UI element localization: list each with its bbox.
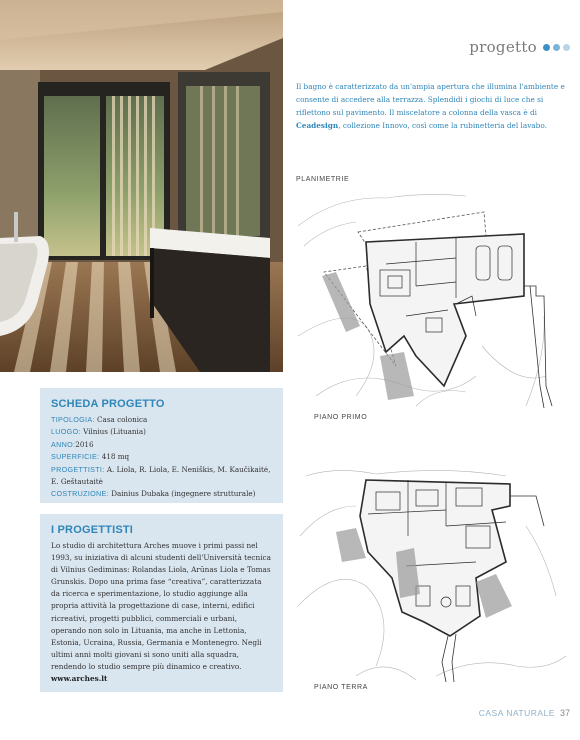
spec-value: Vilnius (Lituania) xyxy=(83,427,146,437)
spec-row-typology xyxy=(51,414,272,426)
spec-key: COSTRUZIONE: xyxy=(51,489,109,499)
page-number: 37 xyxy=(559,708,570,718)
spec-key: LUOGO: xyxy=(51,427,81,437)
plans-section-title: PLANIMETRIE xyxy=(296,176,350,183)
page-footer xyxy=(452,706,570,720)
caption-text: Il bagno è caratterizzato da un'ampia apertura che illumina l'ambiente e consente di accedere alla terrazza. Splendidi i giochi di luce che si riflettono sul pavimento. Il miscelatore a colonna della vasca è di xyxy=(296,82,565,117)
photo-caption xyxy=(296,80,566,132)
section-label: progetto xyxy=(469,38,537,56)
section-dots xyxy=(543,44,570,51)
spec-value: 418 mq xyxy=(101,452,130,462)
spec-row-construction xyxy=(51,488,272,500)
magazine-name: CASA NATURALE xyxy=(478,708,555,718)
project-sheet-box xyxy=(40,388,283,503)
spec-value: Dainius Dubaka (ingegnere strutturale) xyxy=(111,489,256,499)
upper-plan-label: PIANO PRIMO xyxy=(314,414,368,421)
dot-icon xyxy=(553,44,560,51)
upper-floor-plan xyxy=(296,186,572,412)
designers-text xyxy=(51,540,272,685)
designers-website-link[interactable]: www.arches.lt xyxy=(51,674,108,684)
terrain-line xyxy=(298,194,466,226)
bathroom-photo-illustration xyxy=(0,0,283,372)
project-sheet-title: SCHEDA PROGETTO xyxy=(51,398,165,410)
spec-row-surface xyxy=(51,451,272,463)
spec-value: Casa colonica xyxy=(97,415,148,424)
spec-value: 2016 xyxy=(75,439,94,449)
spec-key: PROGETTISTI: xyxy=(51,464,105,474)
spec-row-designers xyxy=(51,464,272,489)
lower-plan-label: PIANO TERRA xyxy=(314,684,368,691)
designers-bio: Lo studio di architettura Arches muove i primi passi nel 1993, su iniziativa di alcuni studenti dell'Università tecnica di Vilnius Gediminas: Rolandas Liola, Arūnas Liola e Tomas Grunskis. Dopo una prima fase “creativa”, caratterizzata da ricerca e sperimentazione, lo studio aggiunge alla propria attività la progettazione di case, interni, edifici ricreativi, progetti pubblici, commerciali e urbani, operando non solo in Lituania, ma anche in Lettonia, Estonia, Ucraina, Russia, Germania e Montenegro. Negli ultimi anni molti giovani si sono uniti alla squadra, rendendo lo studio sempre più dinamico e creativo. xyxy=(51,541,271,671)
spec-row-location xyxy=(51,426,272,438)
designers-title: I PROGETTISTI xyxy=(51,524,134,536)
dot-icon xyxy=(563,44,570,51)
spec-value: A. Liola, R. Liola, E. Neniškis, M. Kaučikaitė, E. Geštautaitė xyxy=(51,464,271,487)
bathroom-photo xyxy=(0,0,283,372)
caption-brand: Ceadesign xyxy=(296,121,339,130)
section-header xyxy=(440,36,570,58)
spec-key: SUPERFICIE: xyxy=(51,452,100,462)
dot-icon xyxy=(543,44,550,51)
designers-box xyxy=(40,514,283,692)
spec-row-year xyxy=(51,439,272,451)
spec-key: ANNO: xyxy=(51,439,76,449)
caption-text-end: , collezione Innovo, così come la rubinetteria del lavabo. xyxy=(338,121,547,130)
spec-key: TIPOLOGIA: xyxy=(51,415,95,424)
lower-floor-plan xyxy=(296,466,572,686)
